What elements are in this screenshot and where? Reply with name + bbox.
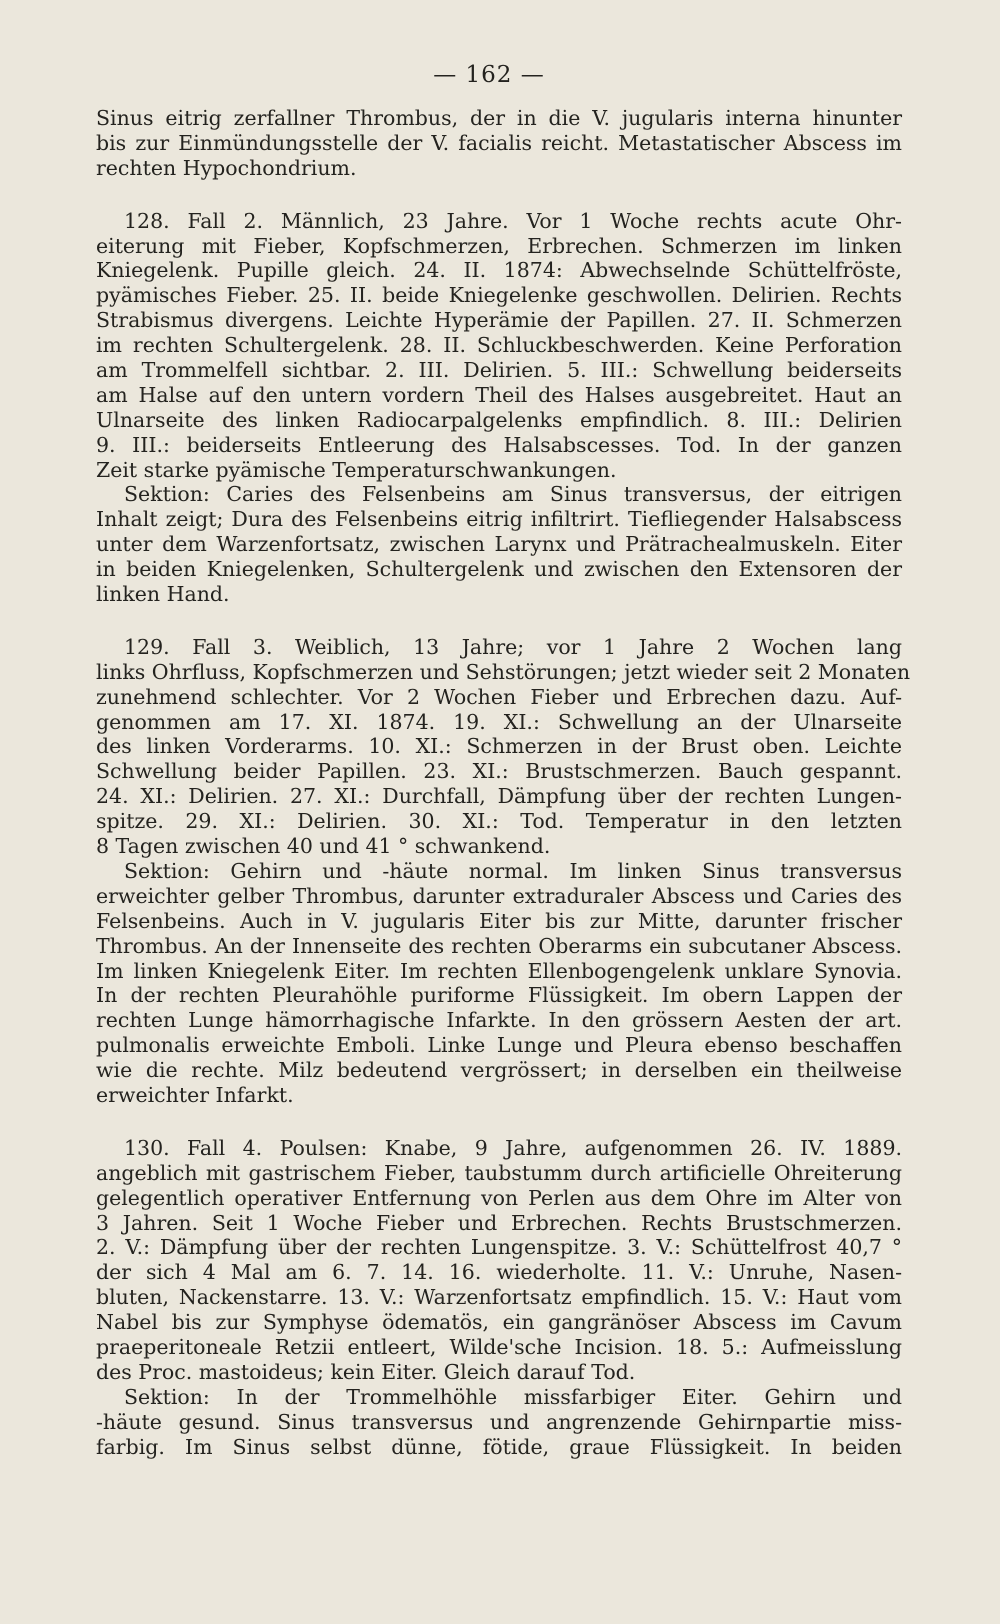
text-line: unter dem Warzenfortsatz, zwischen Larynx und Prätrachealmuskeln. Eiter — [96, 532, 902, 557]
paragraph-section-130 — [96, 1385, 902, 1460]
text-line: Ulnarseite des linken Radiocarpalgelenks empfindlich. 8. III.: Delirien — [96, 407, 902, 432]
text-line: Nabel bis zur Symphyse ödematös, ein gangränöser Abscess im Cavum — [96, 1310, 902, 1335]
text-line: am Trommelfell sichtbar. 2. III. Delirien. 5. III.: Schwellung beiderseits — [96, 358, 902, 383]
paragraph-case-129 — [96, 634, 911, 859]
text-line: im rechten Schultergelenk. 28. II. Schluckbeschwerden. Keine Perforation — [96, 333, 902, 358]
case-heading-line: 130. Fall 4. Poulsen: Knabe, 9 Jahre, aufgenommen 26. IV. 1889. — [124, 1135, 902, 1160]
text-line: Felsenbeins. Auch in V. jugularis Eiter bis zur Mitte, darunter frischer — [96, 908, 902, 933]
body-text — [96, 106, 911, 1459]
paragraph-gap — [96, 181, 902, 209]
text-line: spitze. 29. XI.: Delirien. 30. XI.: Tod. Temperatur in den letzten — [96, 809, 902, 834]
text-line: 8 Tagen zwischen 40 und 41 ° schwankend. — [96, 834, 551, 859]
text-line: 3 Jahren. Seit 1 Woche Fieber und Erbrechen. Rechts Brustschmerzen. — [96, 1210, 902, 1235]
text-line: Schwellung beider Papillen. 23. XI.: Brustschmerzen. Bauch gespannt. — [96, 759, 902, 784]
text-line: des Proc. mastoideus; kein Eiter. Gleich darauf Tod. — [96, 1359, 636, 1384]
text-line: 2. V.: Dämpfung über der rechten Lungenspitze. 3. V.: Schüttelfrost 40,7 ° — [96, 1235, 902, 1260]
paragraph-section-128 — [96, 482, 902, 606]
case-heading-line: 128. Fall 2. Männlich, 23 Jahre. Vor 1 Woche rechts acute Ohr- — [124, 208, 902, 233]
paragraph-section-129 — [96, 859, 902, 1108]
text-line: zunehmend schlechter. Vor 2 Wochen Fieber und Erbrechen dazu. Auf- — [96, 684, 902, 709]
text-line: erweichter gelber Thrombus, darunter extraduraler Abscess und Caries des — [96, 883, 902, 908]
section-heading-line: Sektion: In der Trommelhöhle missfarbiger Eiter. Gehirn und — [124, 1384, 902, 1409]
text-line: pulmonalis erweichte Emboli. Linke Lunge und Pleura ebenso beschaffen — [96, 1033, 902, 1058]
text-line: Kniegelenk. Pupille gleich. 24. II. 1874: Abwechselnde Schüttelfröste, — [96, 258, 902, 283]
section-heading-line: Sektion: Gehirn und -häute normal. Im linken Sinus transversus — [124, 858, 902, 883]
paragraph-case-130 — [96, 1136, 902, 1385]
text-line: linken Hand. — [96, 582, 230, 607]
text-line: des linken Vorderarms. 10. XI.: Schmerzen in der Brust oben. Leichte — [96, 734, 902, 759]
text-line: 24. XI.: Delirien. 27. XI.: Durchfall, Dämpfung über der rechten Lungen- — [96, 784, 902, 809]
text-line: erweichter Infarkt. — [96, 1082, 294, 1107]
text-line: bluten, Nackenstarre. 13. V.: Warzenfortsatz empfindlich. 15. V.: Haut vom — [96, 1285, 902, 1310]
text-line: 9. III.: beiderseits Entleerung des Halsabscesses. Tod. In der ganzen — [96, 432, 902, 457]
paragraph-gap — [96, 1108, 902, 1136]
text-line: rechten Hypochondrium. — [96, 155, 357, 180]
text-line: Inhalt zeigt; Dura des Felsenbeins eitrig infiltrirt. Tiefliegender Halsabscess — [96, 507, 902, 532]
text-line: eiterung mit Fieber, Kopfschmerzen, Erbrechen. Schmerzen im linken — [96, 233, 902, 258]
text-line: Thrombus. An der Innenseite des rechten Oberarms ein subcutaner Abscess. — [96, 933, 902, 958]
section-heading-line: Sektion: Caries des Felsenbeins am Sinus transversus, der eitrigen — [124, 482, 902, 507]
text-line: rechten Lunge hämorrhagische Infarkte. In den grössern Aesten der art. — [96, 1008, 902, 1033]
text-line: pyämisches Fieber. 25. II. beide Kniegelenke geschwollen. Delirien. Rechts — [96, 283, 902, 308]
text-line: -häute gesund. Sinus transversus und angrenzende Gehirnpartie miss- — [96, 1409, 902, 1434]
case-heading-line: 129. Fall 3. Weiblich, 13 Jahre; vor 1 Jahre 2 Wochen lang — [124, 634, 902, 659]
text-line: In der rechten Pleurahöhle puriforme Flüssigkeit. Im obern Lappen der — [96, 983, 902, 1008]
paragraph-gap — [96, 607, 902, 635]
text-line: praeperitoneale Retzii entleert, Wilde'sche Incision. 18. 5.: Aufmeisslung — [96, 1334, 902, 1359]
text-line: gelegentlich operativer Entfernung von Perlen aus dem Ohre im Alter von — [96, 1185, 902, 1210]
text-line: farbig. Im Sinus selbst dünne, fötide, graue Flüssigkeit. In beiden — [96, 1434, 902, 1459]
text-line: Im linken Kniegelenk Eiter. Im rechten Ellenbogengelenk unklare Synovia. — [96, 958, 902, 983]
text-line: wie die rechte. Milz bedeutend vergrössert; in derselben ein theilweise — [96, 1058, 902, 1083]
text-line: Zeit starke pyämische Temperaturschwankungen. — [96, 457, 617, 482]
text-line: genommen am 17. XI. 1874. 19. XI.: Schwellung an der Ulnarseite — [96, 709, 902, 734]
text-line: am Halse auf den untern vordern Theil des Halses ausgebreitet. Haut an — [96, 382, 902, 407]
page-number: — 162 — — [433, 62, 545, 88]
text-line: Sinus eitrig zerfallner Thrombus, der in die V. jugularis interna hinunter — [96, 106, 902, 130]
text-line: angeblich mit gastrischem Fieber, taubstumm durch artificielle Ohreiterung — [96, 1160, 902, 1185]
paragraph-thrombus-continuation — [96, 106, 902, 181]
paragraph-case-128 — [96, 209, 902, 483]
text-line: Strabismus divergens. Leichte Hyperämie der Papillen. 27. II. Schmerzen — [96, 308, 902, 333]
text-line: in beiden Kniegelenken, Schultergelenk und zwischen den Extensoren der — [96, 557, 902, 582]
text-line: links Ohrfluss, Kopfschmerzen und Sehstörungen; jetzt wieder seit 2 Monaten — [96, 659, 911, 684]
text-line: bis zur Einmündungsstelle der V. facialis reicht. Metastatischer Abscess im — [96, 130, 902, 155]
text-line: der sich 4 Mal am 6. 7. 14. 16. wiederholte. 11. V.: Unruhe, Nasen- — [96, 1260, 902, 1285]
